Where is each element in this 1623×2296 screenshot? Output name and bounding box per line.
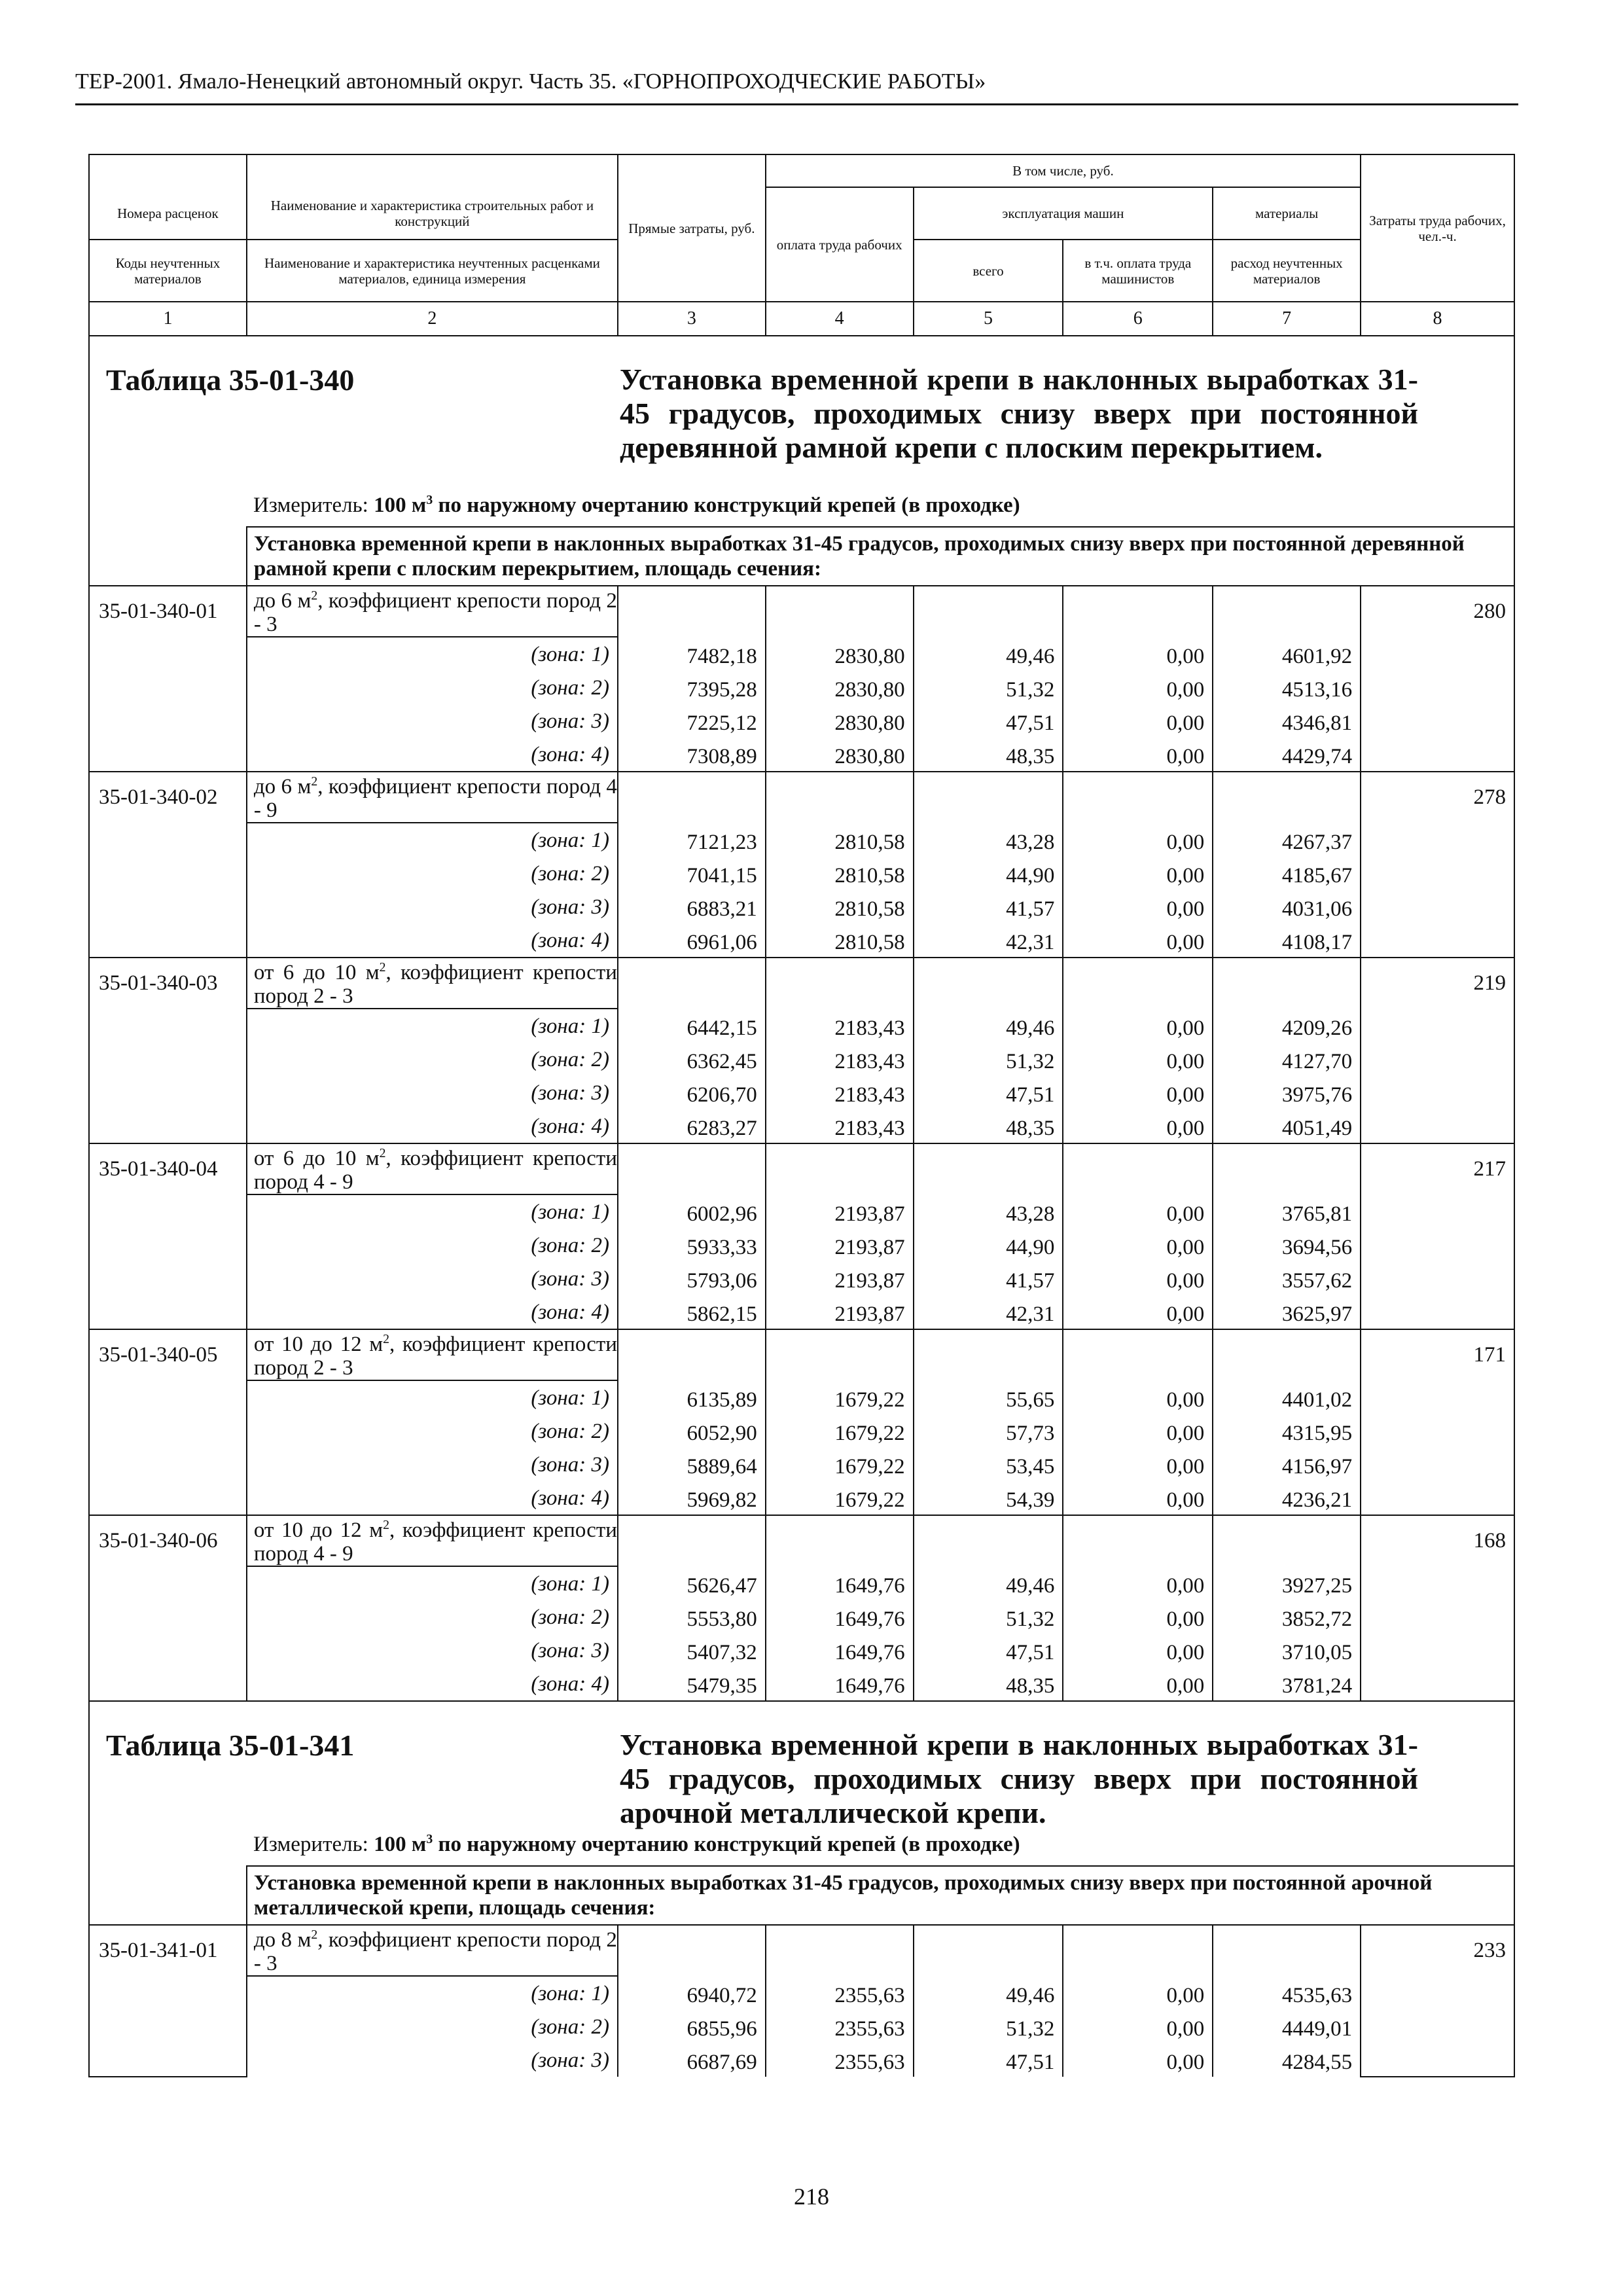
header-cell (247, 154, 618, 187)
running-header: ТЕР-2001. Ямало-Ненецкий автономный округ. Часть 35. «ГОРНОПРОХОДЧЕСКИЕ РАБОТЫ» (75, 65, 1518, 105)
direct-costs-value: 5479,35 (618, 1667, 766, 1701)
direct-costs-value: 5407,32 (618, 1634, 766, 1667)
direct-costs-value: 6002,96 (618, 1194, 766, 1229)
machinists-pay-value: 0,00 (1063, 2010, 1213, 2043)
materials-value: 4108,17 (1213, 924, 1361, 958)
zone-row (89, 1634, 1514, 1667)
machines-total-value: 49,46 (914, 637, 1063, 671)
direct-costs-value: 6283,27 (618, 1109, 766, 1143)
machinists-pay-value: 0,00 (1063, 2043, 1213, 2077)
column-number: 4 (766, 302, 914, 336)
labor-costs: 280 (1361, 586, 1514, 772)
materials-value: 4346,81 (1213, 704, 1361, 738)
labor-costs: 219 (1361, 958, 1514, 1143)
labor-pay-value: 2830,80 (766, 671, 914, 704)
direct-costs-value: 7225,12 (618, 704, 766, 738)
direct-costs-value: 7121,23 (618, 823, 766, 857)
rate-row (89, 1925, 1514, 1976)
machines-total-value: 47,51 (914, 704, 1063, 738)
materials-value: 3710,05 (1213, 1634, 1361, 1667)
machines-total-value: 47,51 (914, 1076, 1063, 1109)
header-labor-costs: Затраты труда рабочих, чел.-ч. (1361, 154, 1514, 302)
machinists-pay-value: 0,00 (1063, 1414, 1213, 1448)
materials-value: 4601,92 (1213, 637, 1361, 671)
direct-costs-value: 5793,06 (618, 1262, 766, 1295)
labor-costs: 168 (1361, 1515, 1514, 1701)
zone-label: (зона: 3) (247, 704, 618, 738)
header-codes: Коды неучтенных материалов (89, 240, 247, 302)
direct-costs-value: 6687,69 (618, 2043, 766, 2077)
direct-costs-value: 7482,18 (618, 637, 766, 671)
labor-costs: 217 (1361, 1143, 1514, 1329)
direct-costs-value: 5626,47 (618, 1566, 766, 1600)
machinists-pay-value: 0,00 (1063, 1009, 1213, 1043)
materials-value: 3694,56 (1213, 1229, 1361, 1262)
machinists-pay-value: 0,00 (1063, 924, 1213, 958)
zone-row (89, 2010, 1514, 2043)
rate-code: 35-01-340-04 (89, 1143, 247, 1329)
header-including: В том числе, руб. (766, 154, 1361, 187)
materials-value: 4156,97 (1213, 1448, 1361, 1481)
machinists-pay-value: 0,00 (1063, 671, 1213, 704)
zone-label: (зона: 2) (247, 671, 618, 704)
machines-total-value: 49,46 (914, 1009, 1063, 1043)
machines-total-value: 51,32 (914, 671, 1063, 704)
machinists-pay-value: 0,00 (1063, 704, 1213, 738)
rate-name: от 10 до 12 $м^2$, коэффициент крепости пород 4 - 9 (247, 1515, 618, 1566)
zone-label: (зона: 3) (247, 1634, 618, 1667)
zone-row (89, 1009, 1514, 1043)
labor-pay-value: 1679,22 (766, 1481, 914, 1515)
machines-total-value: 43,28 (914, 1194, 1063, 1229)
machinists-pay-value: 0,00 (1063, 1634, 1213, 1667)
table-number: Таблица 35-01-341 (106, 1729, 355, 1762)
section-heading: Установка временной крепи в наклонных выработках 31-45 градусов, проходимых снизу вверх при постоянной деревянной рамной крепи с плоским перекрытием, площадь сечения: (247, 527, 1514, 586)
labor-pay-value: 2810,58 (766, 823, 914, 857)
materials-value: 4209,26 (1213, 1009, 1361, 1043)
labor-pay-value: 2830,80 (766, 704, 914, 738)
machines-total-value: 49,46 (914, 1566, 1063, 1600)
machines-total-value: 48,35 (914, 1109, 1063, 1143)
rate-row (89, 1515, 1514, 1566)
machines-total-value: 44,90 (914, 1229, 1063, 1262)
header-machines: эксплуатация машин (914, 187, 1213, 240)
rate-name: до 6 $м^2$, коэффициент крепости пород 4 - 9 (247, 772, 618, 823)
labor-pay-value: 2183,43 (766, 1009, 914, 1043)
section-heading: Установка временной крепи в наклонных выработках 31-45 градусов, проходимых снизу вверх при постоянной арочной металлической крепи, площадь сечения: (247, 1866, 1514, 1925)
direct-costs-value: 7041,15 (618, 857, 766, 890)
labor-pay-value: 1649,76 (766, 1634, 914, 1667)
rate-code: 35-01-340-01 (89, 586, 247, 772)
materials-value: 3765,81 (1213, 1194, 1361, 1229)
zone-row (89, 1380, 1514, 1414)
zone-row (89, 671, 1514, 704)
zone-row (89, 1600, 1514, 1634)
machinists-pay-value: 0,00 (1063, 890, 1213, 924)
materials-value: 4031,06 (1213, 890, 1361, 924)
labor-pay-value: 2810,58 (766, 857, 914, 890)
labor-pay-value: 2355,63 (766, 1976, 914, 2010)
column-number: 1 (89, 302, 247, 336)
materials-value: 3557,62 (1213, 1262, 1361, 1295)
machines-total-value: 42,31 (914, 1295, 1063, 1329)
zone-label: (зона: 2) (247, 1229, 618, 1262)
materials-value: 3927,25 (1213, 1566, 1361, 1600)
direct-costs-value: 6883,21 (618, 890, 766, 924)
table-title: Установка временной крепи в наклонных выработках 31-45 градусов, проходимых снизу вверх при постоянной деревянной рамной крепи с плоским перекрытием. (620, 363, 1418, 464)
direct-costs-value: 6855,96 (618, 2010, 766, 2043)
measure-unit: Измеритель: 100 $м^3$ по наружному очертанию конструкций крепей (в проходке) (253, 1832, 1020, 1856)
rate-code: 35-01-340-03 (89, 958, 247, 1143)
zone-row (89, 1566, 1514, 1600)
machinists-pay-value: 0,00 (1063, 1194, 1213, 1229)
zone-label: (зона: 2) (247, 1600, 618, 1634)
zone-label: (зона: 3) (247, 1076, 618, 1109)
machines-total-value: 51,32 (914, 1600, 1063, 1634)
direct-costs-value: 6135,89 (618, 1380, 766, 1414)
machinists-pay-value: 0,00 (1063, 1109, 1213, 1143)
zone-row (89, 1295, 1514, 1329)
direct-costs-value: 7308,89 (618, 738, 766, 772)
labor-costs: 278 (1361, 772, 1514, 958)
zone-row (89, 1667, 1514, 1701)
zone-row (89, 857, 1514, 890)
zone-label: (зона: 4) (247, 738, 618, 772)
zone-label: (зона: 1) (247, 823, 618, 857)
machinists-pay-value: 0,00 (1063, 1667, 1213, 1701)
rate-code: 35-01-340-02 (89, 772, 247, 958)
rate-code: 35-01-340-06 (89, 1515, 247, 1701)
materials-value: 3852,72 (1213, 1600, 1361, 1634)
zone-label: (зона: 4) (247, 1481, 618, 1515)
materials-value: 4429,74 (1213, 738, 1361, 772)
machines-total-value: 48,35 (914, 738, 1063, 772)
labor-pay-value: 2193,87 (766, 1262, 914, 1295)
machines-total-value: 47,51 (914, 2043, 1063, 2077)
machines-total-value: 44,90 (914, 857, 1063, 890)
machinists-pay-value: 0,00 (1063, 1262, 1213, 1295)
labor-pay-value: 1679,22 (766, 1448, 914, 1481)
header-labor-pay: оплата труда рабочих (766, 187, 914, 302)
labor-pay-value: 2193,87 (766, 1229, 914, 1262)
rate-name: до 8 $м^2$, коэффициент крепости пород 2 - 3 (247, 1925, 618, 1976)
zone-row (89, 2043, 1514, 2077)
machines-total-value: 48,35 (914, 1667, 1063, 1701)
labor-pay-value: 2355,63 (766, 2043, 914, 2077)
zone-label: (зона: 2) (247, 2010, 618, 2043)
zone-label: (зона: 3) (247, 1262, 618, 1295)
machines-total-value: 41,57 (914, 1262, 1063, 1295)
header-total: всего (914, 240, 1063, 302)
materials-value: 4401,02 (1213, 1380, 1361, 1414)
zone-row (89, 1194, 1514, 1229)
machines-total-value: 51,32 (914, 2010, 1063, 2043)
direct-costs-value: 5933,33 (618, 1229, 766, 1262)
machines-total-value: 53,45 (914, 1448, 1063, 1481)
zone-row (89, 890, 1514, 924)
labor-pay-value: 2810,58 (766, 890, 914, 924)
labor-pay-value: 1649,76 (766, 1566, 914, 1600)
rate-row (89, 1143, 1514, 1194)
zone-label: (зона: 1) (247, 637, 618, 671)
header-machinists-pay: в т.ч. оплата труда машинистов (1063, 240, 1213, 302)
column-number: 8 (1361, 302, 1514, 336)
direct-costs-value: 6961,06 (618, 924, 766, 958)
zone-row (89, 924, 1514, 958)
machines-total-value: 42,31 (914, 924, 1063, 958)
machinists-pay-value: 0,00 (1063, 857, 1213, 890)
labor-pay-value: 2355,63 (766, 2010, 914, 2043)
zone-label: (зона: 1) (247, 1976, 618, 2010)
rate-name: от 6 до 10 $м^2$, коэффициент крепости пород 4 - 9 (247, 1143, 618, 1194)
header-unaccounted-materials: расход неучтенных материалов (1213, 240, 1361, 302)
rate-code: 35-01-341-01 (89, 1925, 247, 2077)
labor-pay-value: 2830,80 (766, 637, 914, 671)
labor-pay-value: 2183,43 (766, 1043, 914, 1076)
measure-unit: Измеритель: 100 $м^3$ по наружному очертанию конструкций крепей (в проходке) (253, 493, 1020, 517)
rate-code: 35-01-340-05 (89, 1329, 247, 1515)
zone-label: (зона: 3) (247, 2043, 618, 2077)
zone-row (89, 1448, 1514, 1481)
machines-total-value: 49,46 (914, 1976, 1063, 2010)
materials-value: 4449,01 (1213, 2010, 1361, 2043)
page-number: 218 (794, 2183, 829, 2210)
materials-value: 3781,24 (1213, 1667, 1361, 1701)
labor-pay-value: 1679,22 (766, 1380, 914, 1414)
header-num-rates: Номера расценок (89, 187, 247, 240)
materials-value: 4535,63 (1213, 1976, 1361, 2010)
rate-row (89, 586, 1514, 637)
direct-costs-value: 6206,70 (618, 1076, 766, 1109)
column-number: 3 (618, 302, 766, 336)
zone-label: (зона: 2) (247, 857, 618, 890)
header-cell (89, 154, 247, 187)
machinists-pay-value: 0,00 (1063, 1976, 1213, 2010)
machinists-pay-value: 0,00 (1063, 1295, 1213, 1329)
labor-pay-value: 2183,43 (766, 1109, 914, 1143)
column-number: 5 (914, 302, 1063, 336)
direct-costs-value: 6940,72 (618, 1976, 766, 2010)
zone-label: (зона: 2) (247, 1043, 618, 1076)
machines-total-value: 57,73 (914, 1414, 1063, 1448)
labor-pay-value: 1679,22 (766, 1414, 914, 1448)
zone-label: (зона: 2) (247, 1414, 618, 1448)
table-title: Установка временной крепи в наклонных выработках 31-45 градусов, проходимых снизу вверх при постоянной арочной металлической крепи. (620, 1728, 1418, 1829)
materials-value: 3625,97 (1213, 1295, 1361, 1329)
materials-value: 4236,21 (1213, 1481, 1361, 1515)
zone-row (89, 738, 1514, 772)
zone-label: (зона: 1) (247, 1566, 618, 1600)
zone-row (89, 1043, 1514, 1076)
direct-costs-value: 6052,90 (618, 1414, 766, 1448)
machinists-pay-value: 0,00 (1063, 1043, 1213, 1076)
machinists-pay-value: 0,00 (1063, 1076, 1213, 1109)
materials-value: 3975,76 (1213, 1076, 1361, 1109)
machinists-pay-value: 0,00 (1063, 1380, 1213, 1414)
column-number: 2 (247, 302, 618, 336)
materials-value: 4127,70 (1213, 1043, 1361, 1076)
direct-costs-value: 7395,28 (618, 671, 766, 704)
machinists-pay-value: 0,00 (1063, 738, 1213, 772)
rate-name: от 6 до 10 $м^2$, коэффициент крепости пород 2 - 3 (247, 958, 618, 1009)
zone-row (89, 1229, 1514, 1262)
zone-label: (зона: 4) (247, 1667, 618, 1701)
labor-pay-value: 1649,76 (766, 1667, 914, 1701)
machinists-pay-value: 0,00 (1063, 1566, 1213, 1600)
materials-value: 4185,67 (1213, 857, 1361, 890)
machinists-pay-value: 0,00 (1063, 1229, 1213, 1262)
labor-pay-value: 2193,87 (766, 1194, 914, 1229)
zone-row (89, 1262, 1514, 1295)
zone-row (89, 1976, 1514, 2010)
zone-row (89, 1481, 1514, 1515)
labor-pay-value: 2810,58 (766, 924, 914, 958)
materials-value: 4267,37 (1213, 823, 1361, 857)
header-materials: материалы (1213, 187, 1361, 240)
zone-label: (зона: 1) (247, 1380, 618, 1414)
machines-total-value: 55,65 (914, 1380, 1063, 1414)
zone-row (89, 823, 1514, 857)
table-number: Таблица 35-01-340 (106, 363, 355, 397)
machines-total-value: 41,57 (914, 890, 1063, 924)
zone-label: (зона: 4) (247, 1109, 618, 1143)
labor-costs: 233 (1361, 1925, 1514, 2077)
rate-name: от 10 до 12 $м^2$, коэффициент крепости пород 2 - 3 (247, 1329, 618, 1380)
machines-total-value: 43,28 (914, 823, 1063, 857)
rate-row (89, 772, 1514, 823)
materials-value: 4284,55 (1213, 2043, 1361, 2077)
machinists-pay-value: 0,00 (1063, 823, 1213, 857)
machines-total-value: 47,51 (914, 1634, 1063, 1667)
zone-label: (зона: 3) (247, 1448, 618, 1481)
rate-row (89, 958, 1514, 1009)
labor-costs: 171 (1361, 1329, 1514, 1515)
materials-value: 4051,49 (1213, 1109, 1361, 1143)
machines-total-value: 54,39 (914, 1481, 1063, 1515)
zone-row (89, 704, 1514, 738)
header-name-char: Наименование и характеристика строительных работ и конструкций (247, 187, 618, 240)
direct-costs-value: 5553,80 (618, 1600, 766, 1634)
labor-pay-value: 1649,76 (766, 1600, 914, 1634)
column-number: 7 (1213, 302, 1361, 336)
rate-name: до 6 $м^2$, коэффициент крепости пород 2 - 3 (247, 586, 618, 637)
direct-costs-value: 5862,15 (618, 1295, 766, 1329)
labor-pay-value: 2193,87 (766, 1295, 914, 1329)
zone-row (89, 1076, 1514, 1109)
zone-row (89, 637, 1514, 671)
header-name-unaccounted: Наименование и характеристика неучтенных расценками материалов, единица измерения (247, 240, 618, 302)
direct-costs-value: 5889,64 (618, 1448, 766, 1481)
zone-label: (зона: 1) (247, 1009, 618, 1043)
zone-label: (зона: 3) (247, 890, 618, 924)
header-direct-costs: Прямые затраты, руб. (618, 154, 766, 302)
materials-value: 4513,16 (1213, 671, 1361, 704)
materials-value: 4315,95 (1213, 1414, 1361, 1448)
labor-pay-value: 2183,43 (766, 1076, 914, 1109)
zone-label: (зона: 1) (247, 1194, 618, 1229)
zone-row (89, 1414, 1514, 1448)
direct-costs-value: 6362,45 (618, 1043, 766, 1076)
machinists-pay-value: 0,00 (1063, 1600, 1213, 1634)
zone-row (89, 1109, 1514, 1143)
direct-costs-value: 6442,15 (618, 1009, 766, 1043)
machinists-pay-value: 0,00 (1063, 1481, 1213, 1515)
rates-table (88, 154, 1515, 2077)
labor-pay-value: 2830,80 (766, 738, 914, 772)
machines-total-value: 51,32 (914, 1043, 1063, 1076)
machinists-pay-value: 0,00 (1063, 637, 1213, 671)
rate-row (89, 1329, 1514, 1380)
machinists-pay-value: 0,00 (1063, 1448, 1213, 1481)
zone-label: (зона: 4) (247, 1295, 618, 1329)
direct-costs-value: 5969,82 (618, 1481, 766, 1515)
column-number: 6 (1063, 302, 1213, 336)
zone-label: (зона: 4) (247, 924, 618, 958)
